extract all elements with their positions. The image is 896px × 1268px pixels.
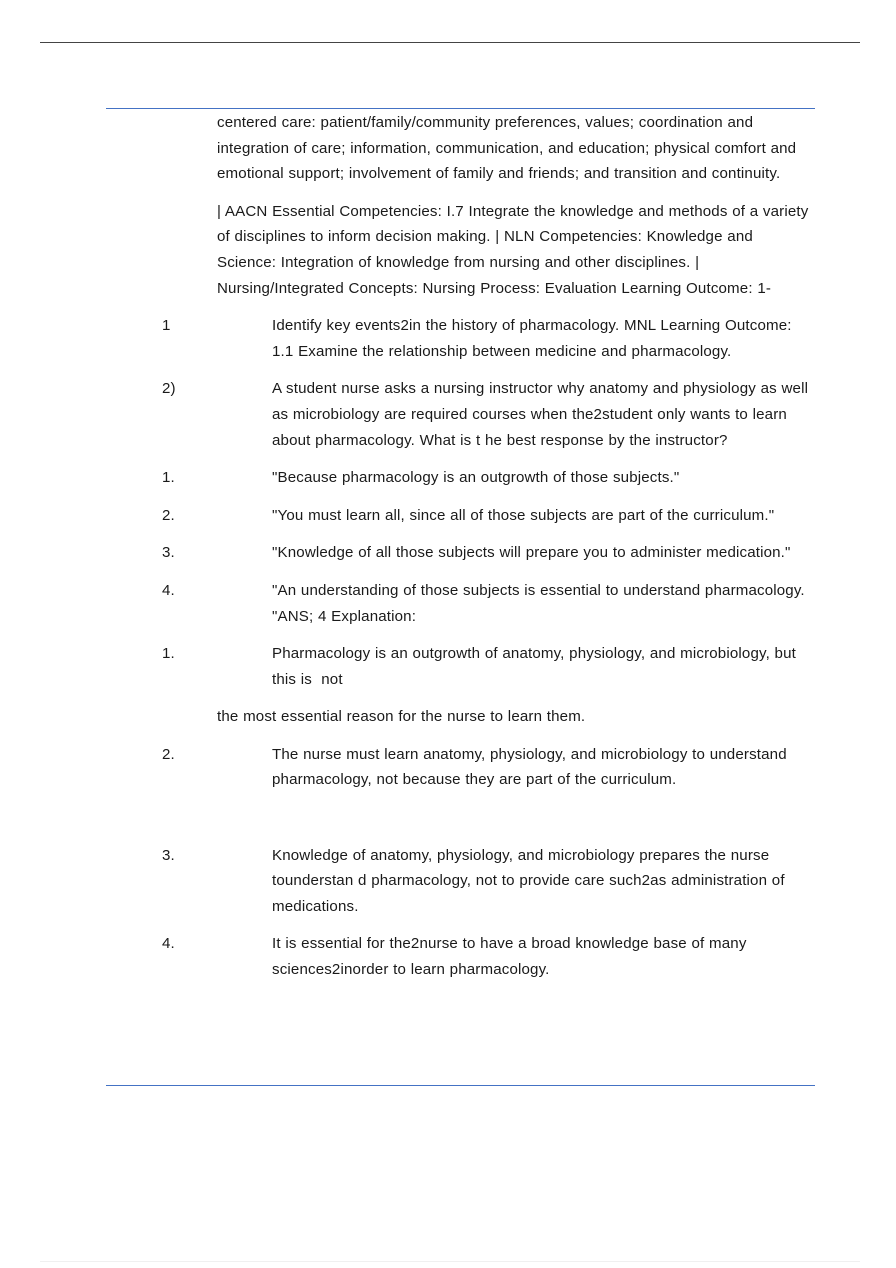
p-option-1	[162, 465, 813, 491]
list-marker: 3.	[162, 544, 175, 562]
list-item-text: "An understanding of those subjects is essential to understand pharmacology. "ANS; 4 Explanation:	[272, 581, 810, 625]
list-marker: 1.	[162, 469, 175, 487]
p-explanation-2	[162, 742, 813, 793]
p-explanation-1-continued: the most essential reason for the nurse to learn them.	[217, 708, 586, 726]
p-option-2	[162, 503, 813, 529]
p-learning-outcome-1	[162, 313, 813, 364]
p-option-3	[162, 540, 813, 566]
list-item-text: The nurse must learn anatomy, physiology, and microbiology to understand pharmacology, not because they are part of the curriculum.	[272, 745, 792, 789]
list-item-text: "You must learn all, since all of those subjects are part of the curriculum."	[272, 506, 775, 524]
p-spacer-blank	[217, 805, 813, 831]
list-marker: 1	[162, 317, 171, 335]
list-item-text: "Because pharmacology is an outgrowth of those subjects."	[272, 469, 680, 487]
list-item-text: Identify key events2in the history of pharmacology. MNL Learning Outcome: 1.1 Examine the relationship between medicine and pharmacology.	[272, 317, 801, 360]
content-bottom-accent-rule	[106, 1085, 815, 1086]
list-item-text: It is essential for the2nurse to have a broad knowledge base of many sciences2inorder to learn pharmacology.	[272, 935, 752, 979]
p-explanation-3	[162, 843, 813, 920]
list-marker: 2)	[162, 380, 176, 398]
content-top-accent-rule	[106, 108, 815, 109]
document-body-text-column	[162, 110, 814, 983]
list-item-text: A student nurse asks a nursing instructor why anatomy and physiology as well as microbiology are required courses when the2student only wants to learn about pharmacology. What is t he best response by the instructor?	[272, 380, 813, 449]
list-item-text: Pharmacology is an outgrowth of anatomy, physiology, and microbiology, but this is not	[272, 645, 801, 688]
p-question-2	[162, 376, 813, 453]
list-marker: 4.	[162, 935, 175, 953]
footer-divider-rule	[40, 1261, 860, 1262]
list-item-text: "Knowledge of all those subjects will prepare you to administer medication."	[272, 544, 791, 562]
list-marker: 2.	[162, 745, 175, 763]
list-item-text: Knowledge of anatomy, physiology, and microbiology prepares the nurse tounderstan d pharmacology, not to provide care such2as administration of medications.	[272, 846, 790, 915]
p-explanation-1	[162, 641, 813, 692]
p-patient-centered-care: centered care: patient/family/community preferences, values; coordination and integration of care; information, communication, and education; physical comfort and emotional support; involvement of family and friends; and transition and continuity.	[217, 114, 801, 183]
p-option-4-and-answer	[162, 578, 813, 629]
list-marker: 4.	[162, 581, 175, 599]
p-explanation-4	[162, 931, 813, 982]
p-aacn-competencies: | AACN Essential Competencies: I.7 Integrate the knowledge and methods of a variety of disciplines to inform decision making. | NLN Competencies: Knowledge and Science: Integration of knowledge from nursing and other disciplines. | Nursing/Integrated Concepts: Nursing Process: Evaluation Learning Outcome: 1-	[217, 202, 814, 297]
header-divider-rule	[40, 42, 860, 43]
list-marker: 2.	[162, 506, 175, 524]
list-marker: 3.	[162, 846, 175, 864]
list-marker: 1.	[162, 645, 175, 663]
